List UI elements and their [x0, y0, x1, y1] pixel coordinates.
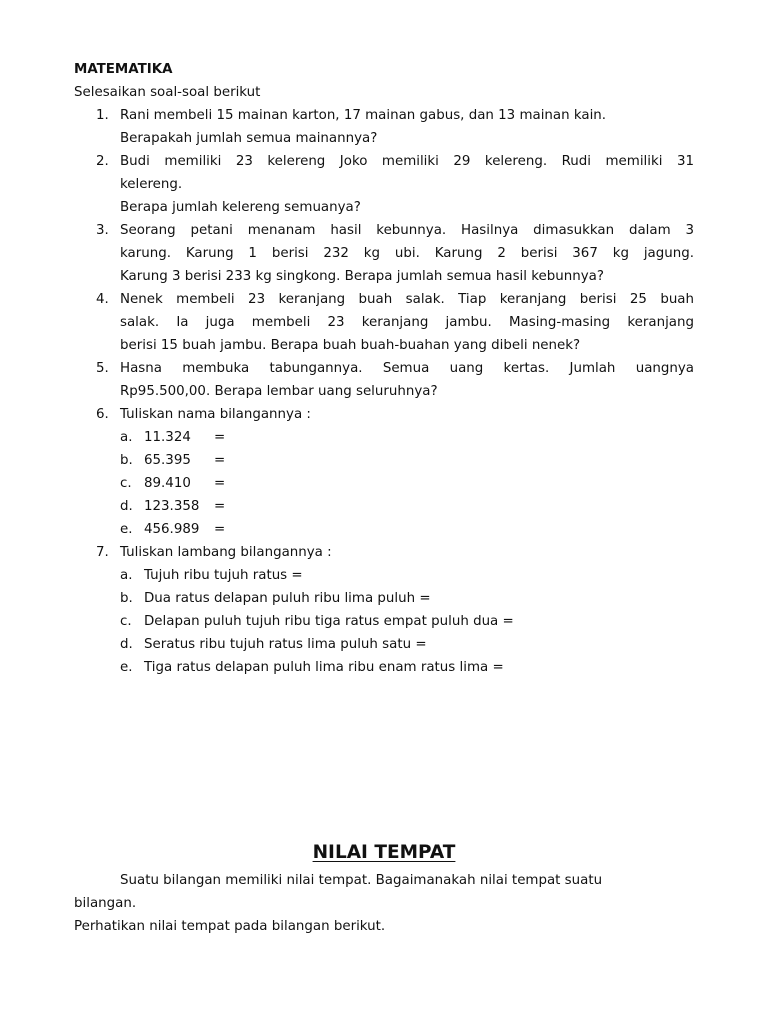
item-letter: b.: [120, 591, 133, 606]
question-text: Nenek membeli 23 keranjang buah salak. Tiap keranjang berisi 25 buah: [120, 292, 694, 307]
question-text: kelereng.: [120, 177, 183, 192]
list-item: [74, 610, 694, 633]
item-value: 456.989: [144, 522, 200, 537]
item-value: 123.358: [144, 499, 200, 514]
item-equals: =: [214, 453, 226, 468]
item-text: Dua ratus delapan puluh ribu lima puluh =: [144, 591, 431, 606]
item-letter: c.: [120, 614, 132, 629]
question-2: [74, 150, 694, 219]
item-letter: a.: [120, 568, 133, 583]
list-item: [74, 449, 694, 472]
question-text: salak. Ia juga membeli 23 keranjang jambu. Masing-masing keranjang: [120, 315, 694, 330]
question-1: [74, 104, 694, 150]
question-text: karung. Karung 1 berisi 232 kg ubi. Karung 2 berisi 367 kg jagung.: [120, 246, 694, 261]
question-number: 2.: [96, 154, 109, 169]
item-text: Tujuh ribu tujuh ratus =: [144, 568, 303, 583]
item-equals: =: [214, 476, 226, 491]
paragraph-line: Suatu bilangan memiliki nilai tempat. Bagaimanakah nilai tempat suatu: [120, 873, 603, 888]
question-text: Rani membeli 15 mainan karton, 17 mainan gabus, dan 13 mainan kain.: [120, 108, 607, 123]
list-item: [74, 633, 694, 656]
section-heading: [0, 840, 768, 866]
question-number: 6.: [96, 407, 109, 422]
list-item: [74, 587, 694, 610]
list-item: [74, 518, 694, 541]
question-text: Tuliskan nama bilangannya :: [120, 407, 311, 422]
question-text: Karung 3 berisi 233 kg singkong. Berapa jumlah semua hasil kebunnya?: [120, 269, 604, 284]
paragraph-line: Perhatikan nilai tempat pada bilangan berikut.: [74, 919, 386, 934]
question-text: Rp95.500,00. Berapa lembar uang seluruhnya?: [120, 384, 438, 399]
worksheet-title: MATEMATIKA: [74, 62, 173, 77]
question-text: Berapa jumlah kelereng semuanya?: [120, 200, 361, 215]
item-value: 11.324: [144, 430, 191, 445]
question-number: 7.: [96, 545, 109, 560]
question-5: [74, 357, 694, 403]
question-7: [74, 541, 694, 679]
question-text: berisi 15 buah jambu. Berapa buah buah-buahan yang dibeli nenek?: [120, 338, 581, 353]
list-item: [74, 472, 694, 495]
list-item: [74, 495, 694, 518]
item-letter: a.: [120, 430, 133, 445]
section-body: [74, 869, 694, 938]
item-text: Tiga ratus delapan puluh lima ribu enam ratus lima =: [144, 660, 504, 675]
question-text: Hasna membuka tabungannya. Semua uang kertas. Jumlah uangnya: [120, 361, 694, 376]
question-4: [74, 288, 694, 357]
question-number: 3.: [96, 223, 109, 238]
paragraph-line: bilangan.: [74, 896, 137, 911]
item-equals: =: [214, 499, 226, 514]
item-letter: d.: [120, 637, 133, 652]
question-text: Budi memiliki 23 kelereng Joko memiliki 29 kelereng. Rudi memiliki 31: [120, 154, 694, 169]
item-value: 65.395: [144, 453, 191, 468]
instruction-text: Selesaikan soal-soal berikut: [74, 85, 261, 100]
question-6: [74, 403, 694, 541]
item-letter: e.: [120, 660, 133, 675]
item-value: 89.410: [144, 476, 191, 491]
list-item: [74, 656, 694, 679]
item-equals: =: [214, 522, 226, 537]
list-item: [74, 426, 694, 449]
question-number: 1.: [96, 108, 109, 123]
item-text: Seratus ribu tujuh ratus lima puluh satu =: [144, 637, 427, 652]
item-letter: c.: [120, 476, 132, 491]
question-3: [74, 219, 694, 288]
list-item: [74, 564, 694, 587]
question-text: Seorang petani menanam hasil kebunnya. Hasilnya dimasukkan dalam 3: [120, 223, 694, 238]
item-letter: d.: [120, 499, 133, 514]
item-text: Delapan puluh tujuh ribu tiga ratus empat puluh dua =: [144, 614, 514, 629]
question-number: 4.: [96, 292, 109, 307]
item-letter: e.: [120, 522, 133, 537]
worksheet: [74, 58, 694, 679]
item-equals: =: [214, 430, 226, 445]
section-heading-text: NILAI TEMPAT: [312, 842, 456, 863]
question-text: Berapakah jumlah semua mainannya?: [120, 131, 378, 146]
question-number: 5.: [96, 361, 109, 376]
item-letter: b.: [120, 453, 133, 468]
question-text: Tuliskan lambang bilangannya :: [120, 545, 332, 560]
